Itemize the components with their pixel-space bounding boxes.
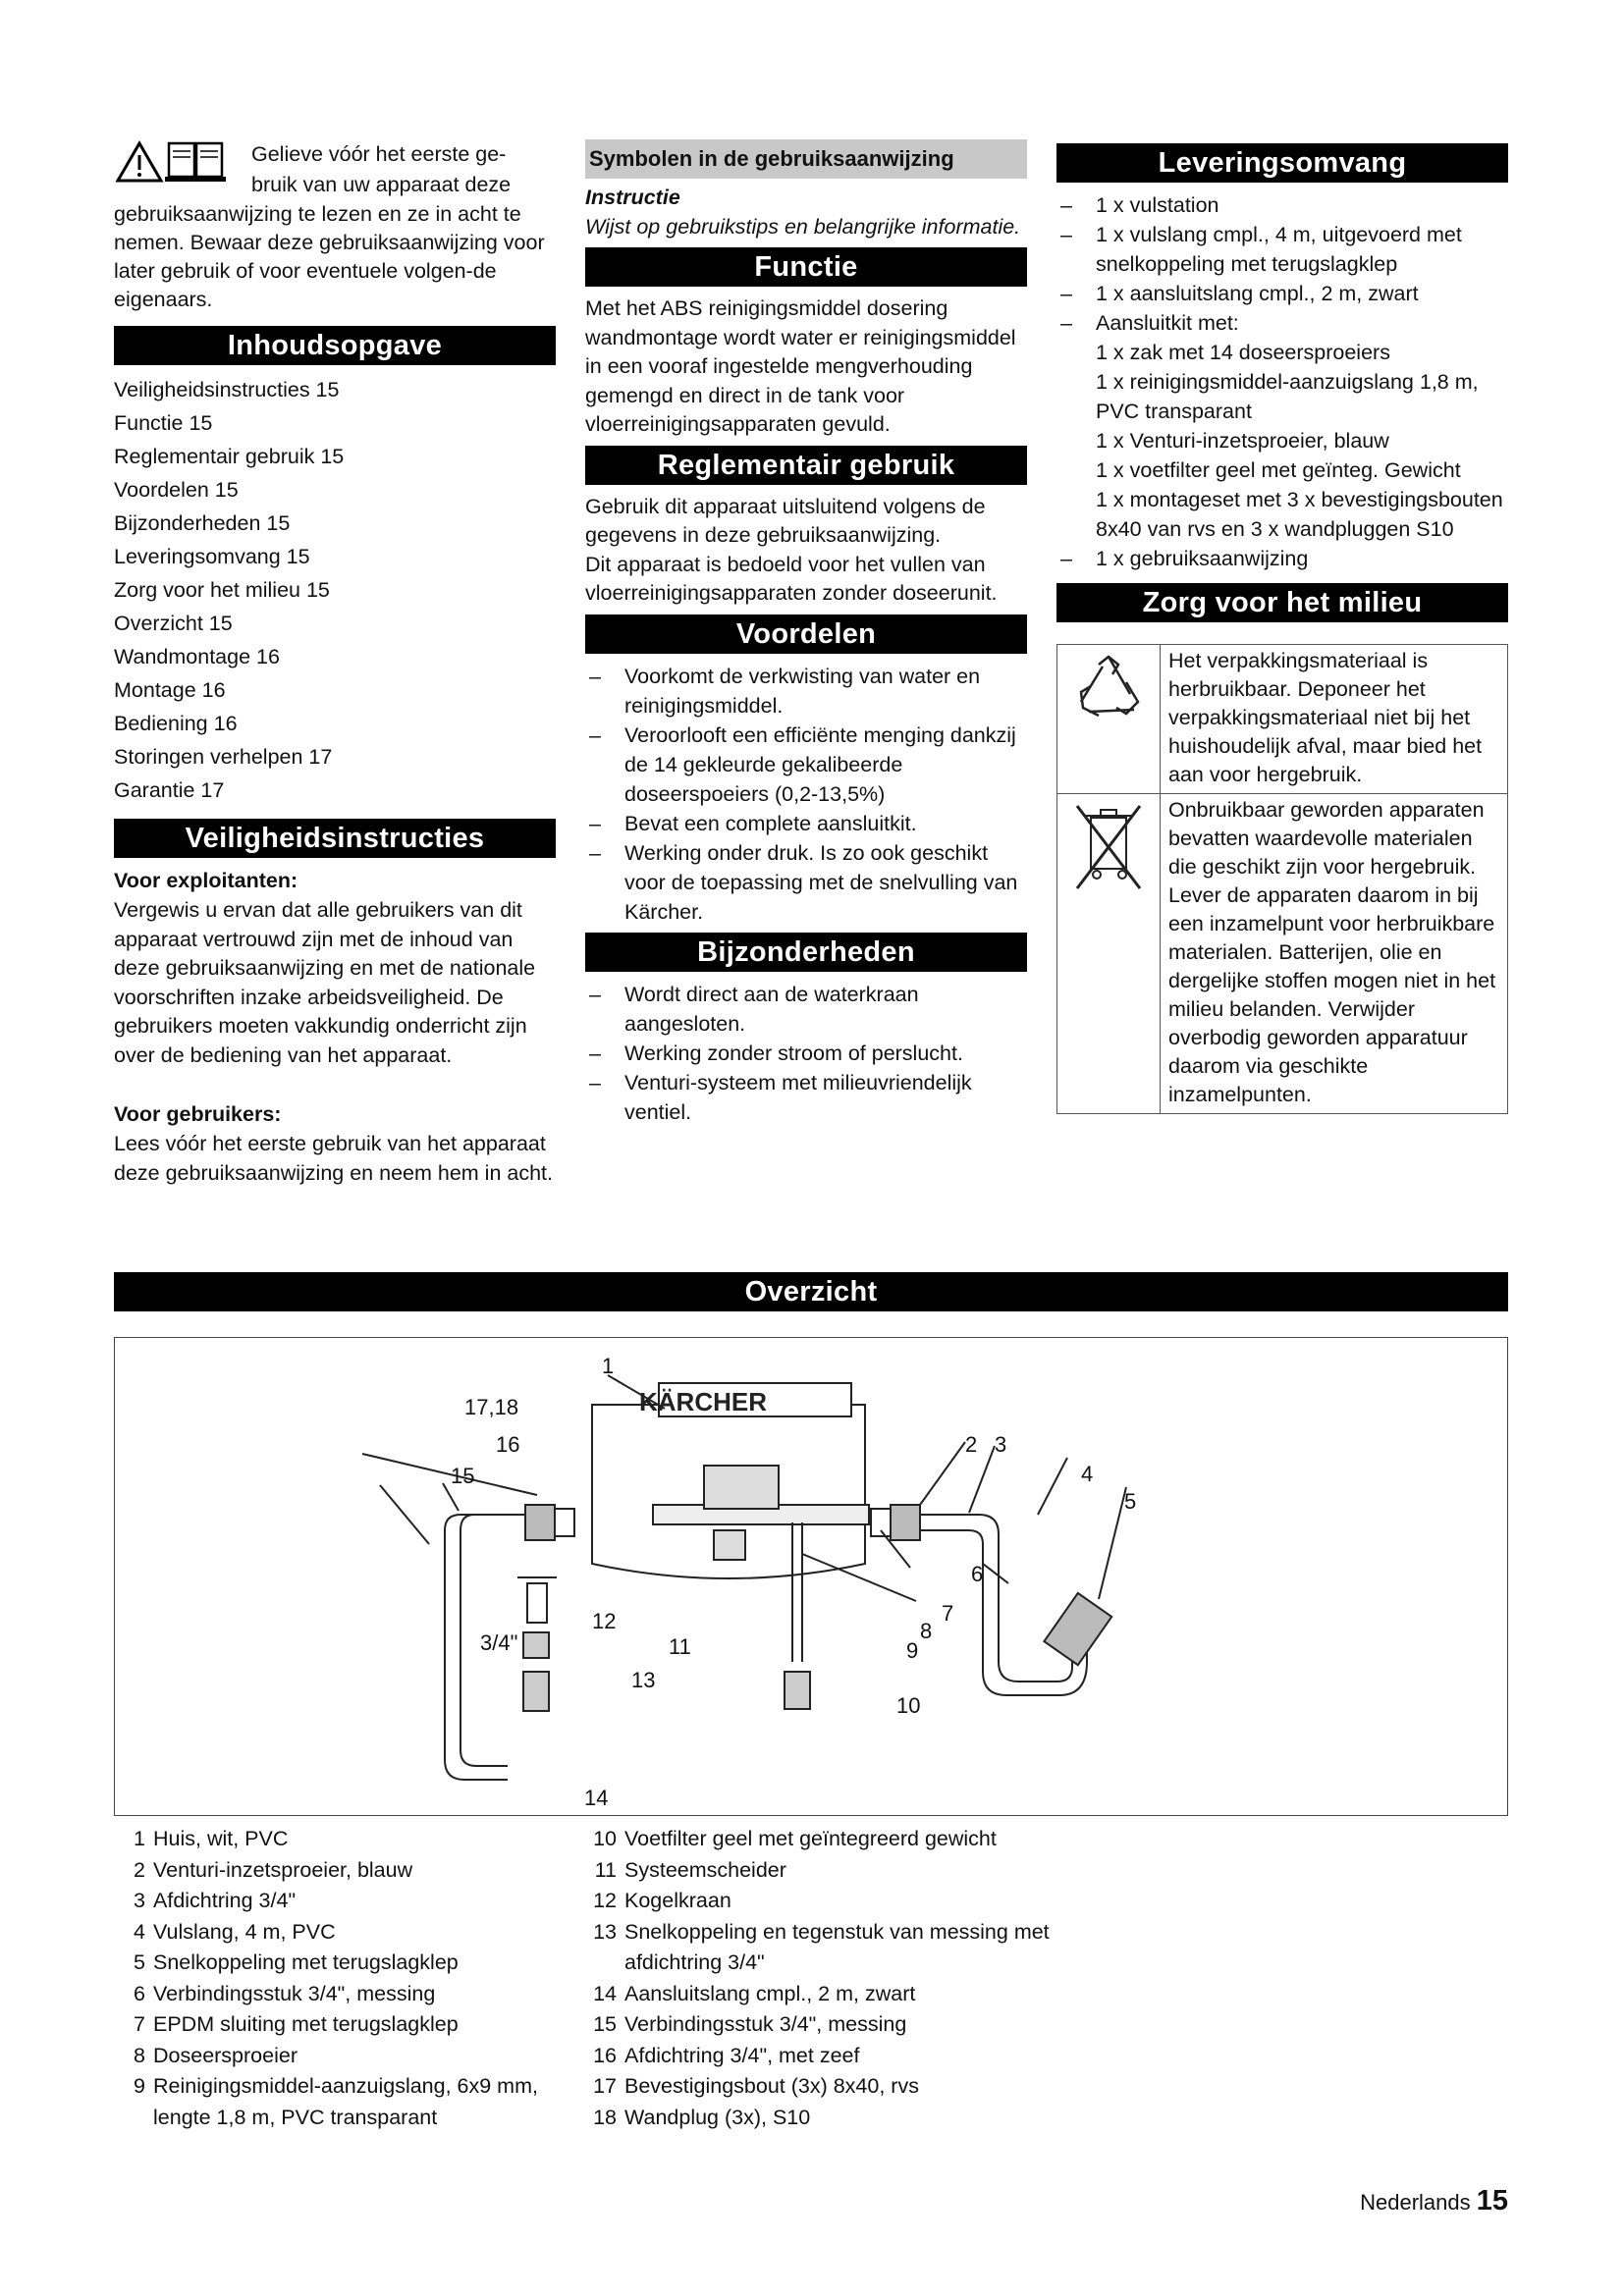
legend-item: 18 Wandplug (3x), S10 <box>593 2105 811 2129</box>
toc-item[interactable]: Montage 16 <box>114 678 226 702</box>
levering-list-end <box>1056 544 1508 573</box>
levering-title: Leveringsomvang <box>1056 143 1508 183</box>
callout-13: 13 <box>631 1668 656 1692</box>
legend-item: 7 EPDM sluiting met terugslagklep <box>134 2012 459 2036</box>
voordelen-title: Voordelen <box>585 614 1027 654</box>
legend-item: 14 Aansluitslang cmpl., 2 m, zwart <box>593 1981 916 2005</box>
toc-item[interactable]: Overzicht 15 <box>114 612 233 635</box>
column-right <box>1056 139 1508 1114</box>
legend-right <box>585 1824 1056 2133</box>
legend-item: 3 Afdichtring 3/4" <box>134 1889 297 1912</box>
legend-item: 2 Venturi-inzetsproeier, blauw <box>134 1857 413 1882</box>
overzicht-title: Overzicht <box>114 1272 1508 1311</box>
bijzonderheden-list <box>585 980 1027 1127</box>
callout-5: 5 <box>1124 1489 1137 1514</box>
toc-item[interactable]: Storingen verhelpen 17 <box>114 745 333 769</box>
instructie-text: Wijst op gebruikstips en belangrijke informatie. <box>585 215 1021 239</box>
functie-title: Functie <box>585 247 1027 287</box>
list-item: 1 x zak met 14 doseersproeiers <box>1096 341 1390 364</box>
list-item: 1 x reinigingsmiddel-aanzuigslang 1,8 m, PVC transparant <box>1096 370 1479 423</box>
reglementair-text-1: Gebruik dit apparaat uitsluitend volgens de gegevens in deze gebruiksaanwijzing. <box>585 494 986 547</box>
callout-9: 9 <box>906 1638 919 1663</box>
toc-item[interactable]: Leveringsomvang 15 <box>114 545 310 568</box>
safety-title: Veiligheidsinstructies <box>114 819 556 858</box>
users-text: Lees vóór het eerste gebruik van het apparaat deze gebruiksaanwijzing en neem hem in acht. <box>114 1132 553 1185</box>
page-footer <box>1360 2185 1508 2217</box>
legend-item: 10 Voetfilter geel met geïntegreerd gewicht <box>593 1827 997 1850</box>
legend-left <box>114 1824 566 2133</box>
list-item: – Wordt direct aan de waterkraan aangesloten. <box>585 980 1027 1039</box>
milieu-table <box>1056 644 1508 1114</box>
reglementair-text-2: Dit apparaat is bedoeld voor het vullen van vloerreinigingsapparaten zonder doseerunit. <box>585 552 998 605</box>
legend-item: 16 Afdichtring 3/4", met zeef <box>593 2043 860 2067</box>
legend-item: 13 Snelkoppeling en tegenstuk van messing met afdichtring 3/4" <box>593 1919 1050 1974</box>
list-item: – 1 x vulslang cmpl., 4 m, uitgevoerd met snelkoppeling met terugslagklep <box>1056 220 1508 279</box>
toc-item[interactable]: Functie 15 <box>114 411 213 435</box>
callout-thread: 3/4" <box>480 1630 518 1655</box>
intro-line-2: bruik van uw apparaat deze <box>251 173 512 196</box>
users-heading: Voor gebruikers: <box>114 1102 282 1126</box>
list-item: – Venturi-systeem met milieuvriendelijk ventiel. <box>585 1068 1027 1127</box>
footer-language: Nederlands <box>1360 2190 1471 2215</box>
legend-item: 8 Doseersproeier <box>134 2043 298 2067</box>
intro-text: gebruiksaanwijzing te lezen en ze in acht te nemen. Bewaar deze gebruiksaanwijzing voor later gebruik of voor eventuele volgen-de eigenaars. <box>114 202 545 311</box>
toc-item[interactable]: Voordelen 15 <box>114 478 239 502</box>
list-item: 1 x voetfilter geel met geïnteg. Gewicht <box>1096 458 1461 482</box>
toc-item[interactable]: Wandmontage 16 <box>114 645 280 668</box>
legend-item: 6 Verbindingsstuk 3/4", messing <box>134 1981 436 2005</box>
overview-diagram <box>114 1337 1508 1816</box>
recycle-row <box>1057 645 1507 793</box>
brand-logo: KÄRCHER <box>639 1387 767 1416</box>
legend-item: 4 Vulslang, 4 m, PVC <box>134 1919 336 1944</box>
callout-17-18: 17,18 <box>464 1395 519 1419</box>
legend-item: 5 Snelkoppeling met terugslagklep <box>134 1950 459 1974</box>
crossed-bin-icon <box>1057 794 1161 1113</box>
functie-text: Met het ABS reinigingsmiddel dosering wandmontage wordt water er reinigingsmiddel in een vooraf ingestelde mengverhouding gemengd en direct in de tank voor vloerreinigingsapparaten gevuld. <box>585 296 1016 436</box>
callout-1: 1 <box>602 1354 615 1378</box>
levering-list <box>1056 190 1508 338</box>
instructie-heading: Instructie <box>585 186 680 209</box>
list-item: – 1 x gebruiksaanwijzing <box>1056 544 1508 573</box>
callout-2: 2 <box>965 1432 978 1457</box>
callout-6: 6 <box>971 1562 984 1586</box>
recycle-icon <box>1057 645 1161 793</box>
disposal-text: Onbruikbaar geworden apparaten bevatten waardevolle materialen die geschikt zijn voor hergebruik. Lever de apparaten daarom in bij een inzamelpunt voor herbruikbare materialen. Batterijen, olie en dergelijke stoffen mogen niet in het milieu belanden. Verwijder overbodig geworden apparatuur daarom via geschikte inzamelpunten. <box>1168 798 1496 1106</box>
list-item: – Werking onder druk. Is zo ook geschikt voor de toepassing met de snelvulling van Kärcher. <box>585 838 1027 927</box>
legend-item: 15 Verbindingsstuk 3/4", messing <box>593 2012 907 2036</box>
intro-line-1: Gelieve vóór het eerste ge- <box>251 142 507 166</box>
list-item: – 1 x aansluitslang cmpl., 2 m, zwart <box>1056 279 1508 308</box>
callout-12: 12 <box>592 1609 617 1633</box>
list-item: – 1 x vulstation <box>1056 190 1508 220</box>
symbols-title: Symbolen in de gebruiksaanwijzing <box>585 139 1027 179</box>
callout-3: 3 <box>995 1432 1007 1457</box>
toc-title: Inhoudsopgave <box>114 326 556 365</box>
voordelen-list <box>585 662 1027 927</box>
list-item: – Aansluitkit met: <box>1056 308 1508 338</box>
levering-sub-list <box>1056 338 1508 544</box>
toc-item[interactable]: Reglementair gebruik 15 <box>114 445 345 468</box>
page-number: 15 <box>1476 2185 1508 2216</box>
recycle-text: Het verpakkingsmateriaal is herbruikbaar. Deponeer het verpakkingsmateriaal niet bij het huishoudelijk afval, maar bied het aan voor hergebruik. <box>1168 649 1483 786</box>
intro-block <box>114 139 556 314</box>
milieu-title: Zorg voor het milieu <box>1056 583 1508 622</box>
list-item: – Voorkomt de verkwisting van water en reinigingsmiddel. <box>585 662 1027 721</box>
callout-4: 4 <box>1081 1462 1094 1486</box>
toc-item[interactable]: Bediening 16 <box>114 712 238 735</box>
legend-item: 17 Bevestigingsbout (3x) 8x40, rvs <box>593 2074 919 2098</box>
callout-14: 14 <box>584 1786 609 1810</box>
toc-list <box>114 373 556 807</box>
warning-manual-icon <box>114 139 242 187</box>
column-middle <box>585 139 1027 1127</box>
callout-16: 16 <box>496 1432 520 1457</box>
operators-heading: Voor exploitanten: <box>114 869 298 892</box>
toc-item[interactable]: Veiligheidsinstructies 15 <box>114 378 340 401</box>
callout-10: 10 <box>896 1693 921 1718</box>
toc-item[interactable]: Garantie 17 <box>114 778 225 802</box>
list-item: – Veroorlooft een efficiënte menging dankzij de 14 gekleurde gekalibeerde doseerspoeiers (0,2-13,5%) <box>585 721 1027 809</box>
toc-item[interactable]: Bijzonderheden 15 <box>114 511 291 535</box>
callout-15: 15 <box>451 1464 475 1488</box>
operators-text: Vergewis u ervan dat alle gebruikers van dit apparaat vertrouwd zijn met de inhoud van deze gebruiksaanwijzing en met de nationale voorschriften inzake arbeidsveiligheid. De gebruikers moeten vakkundig onderricht zijn over de bediening van het apparaat. <box>114 898 536 1067</box>
reglementair-title: Reglementair gebruik <box>585 446 1027 485</box>
callout-7: 7 <box>942 1601 954 1626</box>
list-item: – Bevat een complete aansluitkit. <box>585 809 1027 838</box>
list-item: 1 x Venturi-inzetsproeier, blauw <box>1096 429 1389 453</box>
callout-8: 8 <box>920 1619 933 1643</box>
list-item: 1 x montageset met 3 x bevestigingsbouten 8x40 van rvs en 3 x wandpluggen S10 <box>1096 488 1503 541</box>
toc-item[interactable]: Zorg voor het milieu 15 <box>114 578 330 602</box>
legend-item: 9 Reinigingsmiddel-aanzuigslang, 6x9 mm, lengte 1,8 m, PVC transparant <box>134 2074 538 2129</box>
column-left <box>114 139 556 1188</box>
legend-item: 12 Kogelkraan <box>593 1889 731 1912</box>
legend-item: 11 Systeemscheider <box>594 1857 786 1882</box>
bijzonderheden-title: Bijzonderheden <box>585 933 1027 972</box>
legend-item: 1 Huis, wit, PVC <box>134 1827 289 1850</box>
list-item: – Werking zonder stroom of perslucht. <box>585 1039 1027 1068</box>
disposal-row <box>1057 793 1507 1113</box>
callout-11: 11 <box>669 1634 691 1659</box>
